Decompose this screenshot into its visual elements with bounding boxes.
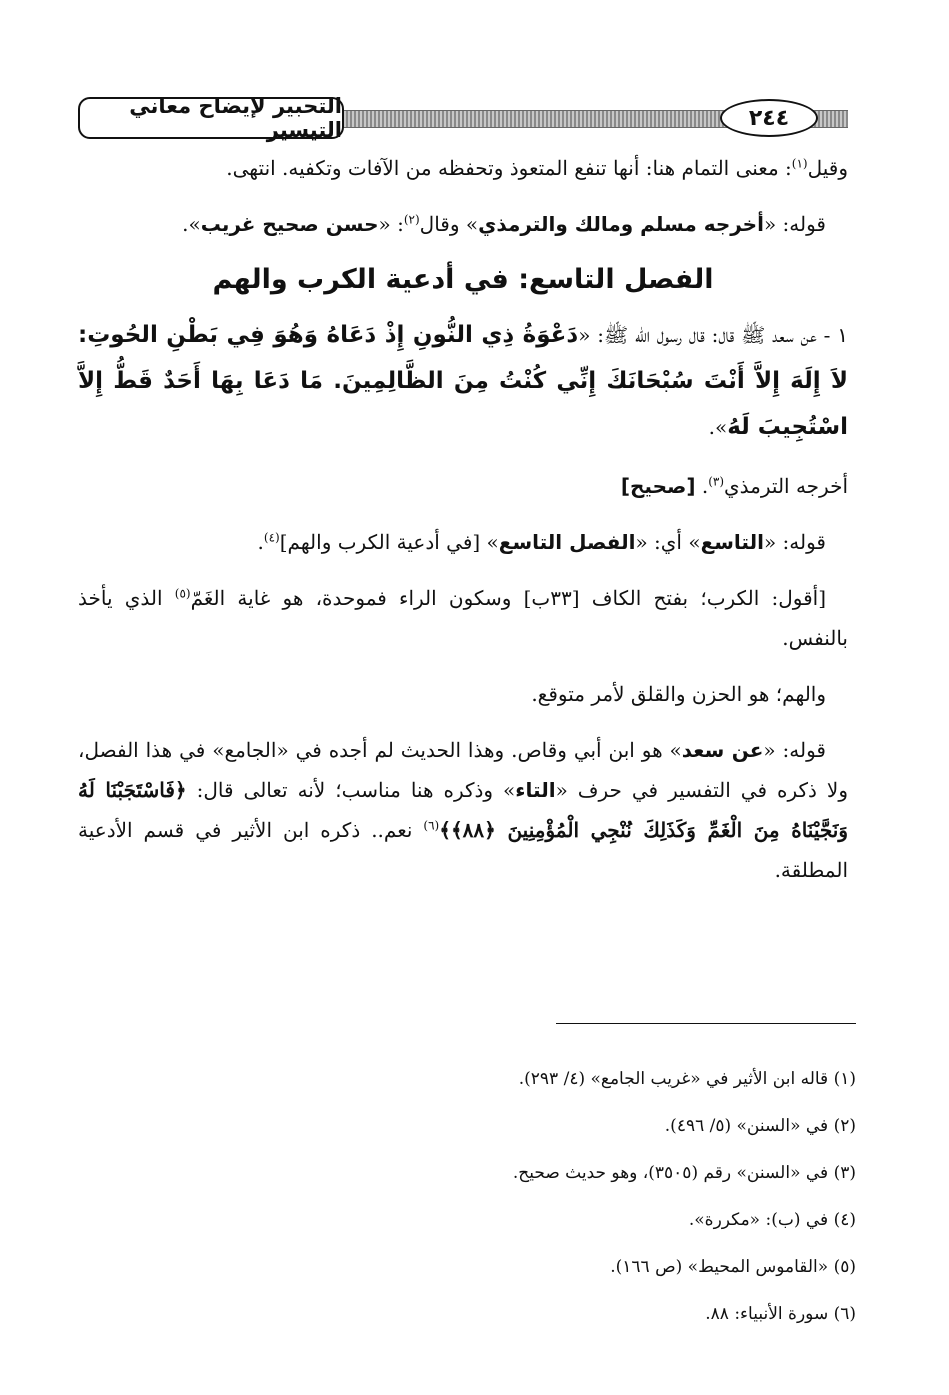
footnote-6: (٦) سورة الأنبياء: ٨٨. (705, 1304, 856, 1324)
quoted-phrase: التاسع (700, 530, 764, 554)
hadith-text: دَعْوَةُ ذِي النُّونِ إِذْ دَعَاهُ وَهُوَ فِي بَطْنِ الحُوتِ: لاَ إِلَهَ إِلاَّ أَنْتَ سُبْحَانَكَ إِنِّي كُنْتُ مِنَ الظَّالِمِينَ. مَا دَعَا بِهَا أَحَدٌ قَطُّ إِلاَّ اسْتُجِيبَ لَهُ (78, 322, 848, 440)
quoted-phrase: الفصل التاسع (498, 530, 636, 554)
text-run: » [في أدعية الكرب والهم] (279, 530, 499, 554)
quoted-phrase: عن سعد (681, 738, 764, 762)
text-run: وقيل (807, 156, 848, 180)
footnote-ref-3: (٣) (708, 474, 725, 489)
quoted-phrase: أخرجه مسلم ومالك والترمذي (478, 212, 764, 236)
page-number: ٢٤٤ (720, 99, 818, 137)
text-run: [أقول: الكرب؛ بفتح الكاف [٣٣ب] وسكون الراء فموحدة، هو غاية الغَمّ (190, 586, 826, 610)
footnote-ref-4: (٤) (263, 530, 280, 545)
text-run: » وذكره هنا مناسب؛ لأنه تعالى قال: (186, 778, 516, 802)
text-run: ١ - عن سعد ﷺ قال: قال رسول الله ﷺ: « (578, 323, 848, 347)
text-run: الذي يأخذ بالنفس. (78, 586, 848, 650)
text-run: ». (708, 415, 728, 439)
book-title: التحبير لإيضاح معاني التيسير (78, 97, 344, 139)
text-run: . (695, 474, 709, 498)
footnote-1: (١) قاله ابن الأثير في «غريب الجامع» (٤/ ٢٩٣). (518, 1069, 856, 1089)
paragraph-2 (78, 204, 848, 244)
paragraph-5: والهم؛ هو الحزن والقلق لأمر متوقع. (531, 682, 826, 706)
main-text (78, 148, 848, 906)
footnote-4: (٤) في (ب): «مكررة». (688, 1210, 856, 1230)
footnote-2: (٢) في «السنن» (٥/ ٤٩٦). (664, 1116, 856, 1136)
text-run: » وقال (419, 212, 479, 236)
footnote-5: (٥) «القاموس المحيط» (ص ١٦٦). (610, 1257, 856, 1277)
text-run: » هو ابن أبي وقاص. وهذا الحديث لم أجده في «الجامع» في هذا الفصل، ولا ذكره في التفسير في حرف « (78, 738, 848, 802)
quoted-phrase: التاء (515, 778, 556, 802)
text-run: قوله: « (763, 738, 826, 762)
text-run: أخرجه الترمذي (724, 474, 848, 498)
footnote-separator (556, 1023, 856, 1024)
footnotes (156, 1056, 856, 1338)
text-run: قوله: « (763, 212, 826, 236)
quran-verse: ﴿فَاسْتَجَبْنَا لَهُ وَنَجَّيْنَاهُ مِنَ الْغَمِّ وَكَذَلِكَ نُنْجِي الْمُؤْمِنِينَ ﴿٨٨﴾﴾ (78, 778, 848, 842)
text-run: نعم.. ذكره ابن الأثير في قسم الأدعية المطلقة. (78, 818, 848, 882)
page-header (78, 95, 848, 141)
text-run: ». (182, 212, 201, 236)
text-run: : معنى التمام هنا: أنها تنفع المتعوذ وتحفظه من الآفات وتكفيه. انتهى. (226, 156, 792, 180)
hadith-paragraph (78, 312, 848, 450)
footnote-ref-2: (٢) (403, 212, 420, 227)
hadith-grade: [صحيح] (620, 474, 696, 498)
footnote-ref-6: (٦) (423, 818, 440, 833)
takhrij-line (78, 466, 848, 506)
paragraph-6 (78, 730, 848, 890)
paragraph-3 (78, 522, 848, 562)
text-run: . (257, 530, 264, 554)
text-run: : « (378, 212, 404, 236)
paragraph-1 (78, 148, 848, 188)
text-run: قوله: « (763, 530, 826, 554)
chapter-heading: الفصل التاسع: في أدعية الكرب والهم (212, 264, 714, 295)
footnote-ref-1: (١) (791, 156, 808, 171)
footnote-3: (٣) في «السنن» رقم (٣٥٠٥)، وهو حديث صحيح. (512, 1163, 856, 1183)
paragraph-4 (78, 578, 848, 658)
quoted-phrase: حسن صحيح غريب (200, 212, 379, 236)
text-run: » أي: « (635, 530, 701, 554)
footnote-ref-5: (٥) (174, 586, 191, 601)
